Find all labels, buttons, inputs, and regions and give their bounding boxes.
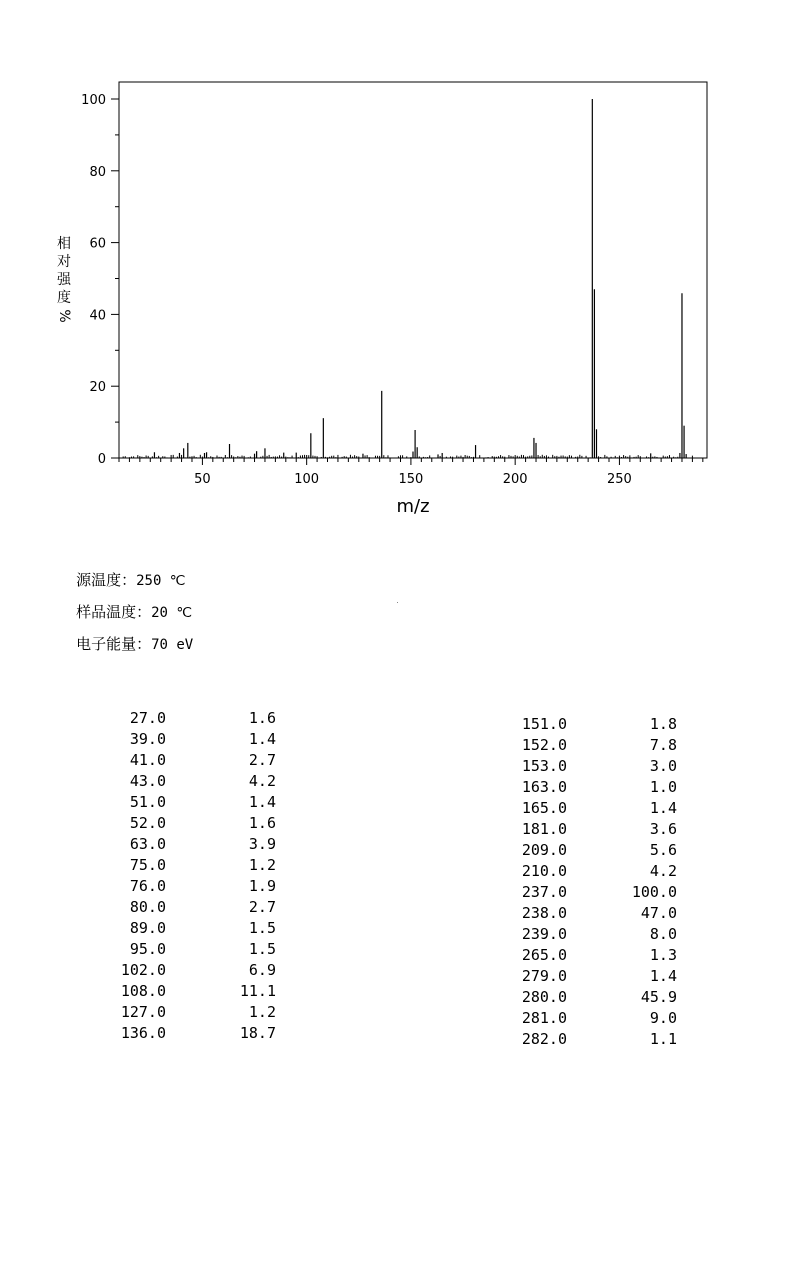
- abundance-value: 2.7: [248, 898, 276, 916]
- peak-table-row: [86, 1003, 286, 1024]
- mz-value: 165.0: [521, 799, 567, 817]
- abundance-value: 5.6: [649, 841, 677, 859]
- abundance-value: 1.4: [649, 799, 677, 817]
- mz-value: 279.0: [521, 967, 567, 985]
- mz-value: 239.0: [521, 925, 567, 943]
- stray-dot: [397, 602, 398, 603]
- abundance-value: 47.0: [640, 904, 677, 922]
- abundance-value: 1.3: [649, 946, 677, 964]
- peak-table-row: [86, 877, 286, 898]
- peak-table-row: [487, 757, 687, 778]
- condition-value: 20 ℃: [151, 605, 193, 621]
- y-label-char: 对: [57, 254, 71, 270]
- abundance-value: 1.4: [248, 793, 276, 811]
- mz-value: 136.0: [120, 1024, 166, 1042]
- abundance-value: 100.0: [631, 883, 677, 901]
- peak-table-row: [487, 841, 687, 862]
- mz-value: 95.0: [129, 940, 166, 958]
- peak-table-row: [487, 988, 687, 1009]
- abundance-value: 1.9: [248, 877, 276, 895]
- peak-table-row: [86, 751, 286, 772]
- abundance-value: 18.7: [239, 1024, 276, 1042]
- mz-value: 209.0: [521, 841, 567, 859]
- mz-value: 265.0: [521, 946, 567, 964]
- mz-value: 27.0: [129, 709, 166, 727]
- peak-table-row: [487, 967, 687, 988]
- condition-value: 250 ℃: [136, 573, 186, 589]
- abundance-value: 11.1: [239, 982, 276, 1000]
- y-tick-label: 0: [97, 452, 106, 467]
- peak-table-row: [487, 799, 687, 820]
- mz-value: 238.0: [521, 904, 567, 922]
- abundance-value: 1.8: [649, 715, 677, 733]
- abundance-value: 1.4: [649, 967, 677, 985]
- mz-value: 163.0: [521, 778, 567, 796]
- peak-table-row: [86, 814, 286, 835]
- abundance-value: 1.2: [248, 856, 276, 874]
- mz-value: 63.0: [129, 835, 166, 853]
- plot-frame: [119, 82, 707, 458]
- peak-table-row: [487, 946, 687, 967]
- mz-value: 151.0: [521, 715, 567, 733]
- y-tick-label: 20: [89, 380, 106, 396]
- abundance-value: 4.2: [649, 862, 677, 880]
- mz-value: 282.0: [521, 1030, 567, 1048]
- mz-value: 52.0: [129, 814, 166, 832]
- x-tick-label: 100: [294, 472, 320, 487]
- mz-value: 181.0: [521, 820, 567, 838]
- mz-value: 210.0: [521, 862, 567, 880]
- abundance-value: 1.2: [248, 1003, 276, 1021]
- x-tick-label: 50: [194, 472, 211, 487]
- peak-bars: [154, 99, 686, 458]
- y-axis-label: [56, 235, 72, 323]
- x-tick-label: 150: [398, 472, 424, 487]
- peak-table-row: [86, 856, 286, 877]
- mz-value: 51.0: [129, 793, 166, 811]
- mz-value: 152.0: [521, 736, 567, 754]
- condition-label: 源温度：: [76, 571, 137, 589]
- peak-table-row: [487, 820, 687, 841]
- peak-table-right: [487, 715, 687, 1051]
- abundance-value: 6.9: [248, 961, 276, 979]
- abundance-value: 1.6: [248, 814, 276, 832]
- mz-value: 102.0: [120, 961, 166, 979]
- y-tick-label: 80: [89, 164, 106, 180]
- abundance-value: 1.6: [248, 709, 276, 727]
- peak-table-row: [487, 862, 687, 883]
- abundance-value: 7.8: [649, 736, 677, 754]
- abundance-value: 9.0: [649, 1009, 677, 1027]
- y-tick-label: 100: [81, 93, 106, 108]
- peak-table-row: [487, 715, 687, 736]
- abundance-value: 1.4: [248, 730, 276, 748]
- peak-table-row: [487, 778, 687, 799]
- x-axis: [119, 458, 703, 487]
- x-axis-label: m/z: [396, 496, 430, 517]
- condition-value: 70 eV: [151, 637, 194, 653]
- peak-table-row: [86, 982, 286, 1003]
- abundance-value: 1.0: [649, 778, 677, 796]
- y-label-char: 度: [57, 290, 71, 306]
- peak-table-row: [86, 1024, 286, 1045]
- mz-value: 43.0: [129, 772, 166, 790]
- y-tick-label: 40: [89, 308, 106, 324]
- mz-value: 89.0: [129, 919, 166, 937]
- abundance-value: 45.9: [640, 988, 677, 1006]
- y-label-char: 相: [57, 236, 71, 252]
- peak-table-row: [487, 1030, 687, 1051]
- peak-table-row: [86, 961, 286, 982]
- x-tick-label: 200: [502, 472, 528, 487]
- peak-table-row: [487, 736, 687, 757]
- mz-value: 80.0: [129, 898, 166, 916]
- peak-table-row: [86, 898, 286, 919]
- peak-table-row: [487, 1009, 687, 1030]
- x-tick-label: 250: [607, 472, 632, 487]
- peak-table-row: [86, 940, 286, 961]
- abundance-value: 1.1: [649, 1030, 677, 1048]
- abundance-value: 3.6: [649, 820, 677, 838]
- peak-table-row: [86, 919, 286, 940]
- mz-value: 39.0: [129, 730, 166, 748]
- peak-table-row: [86, 835, 286, 856]
- y-axis: [81, 93, 119, 467]
- mass-spectrum-chart: [0, 0, 794, 530]
- peak-table-row: [86, 730, 286, 751]
- peak-table-left: [86, 709, 286, 1045]
- mz-value: 127.0: [120, 1003, 166, 1021]
- peak-table-row: [487, 904, 687, 925]
- peak-table-row: [86, 793, 286, 814]
- mz-value: 76.0: [129, 877, 166, 895]
- y-label-char: %: [56, 309, 72, 323]
- abundance-value: 1.5: [248, 940, 276, 958]
- y-label-char: 强: [57, 272, 71, 288]
- mz-value: 108.0: [120, 982, 166, 1000]
- abundance-value: 2.7: [248, 751, 276, 769]
- mz-value: 280.0: [521, 988, 567, 1006]
- peak-table-row: [86, 772, 286, 793]
- peak-table-row: [487, 925, 687, 946]
- condition-label: 电子能量：: [76, 635, 152, 653]
- mz-value: 41.0: [129, 751, 166, 769]
- y-tick-label: 60: [89, 236, 106, 252]
- mz-value: 153.0: [521, 757, 567, 775]
- mz-value: 281.0: [521, 1009, 567, 1027]
- abundance-value: 4.2: [248, 772, 276, 790]
- abundance-value: 8.0: [649, 925, 677, 943]
- peak-table-row: [487, 883, 687, 904]
- abundance-value: 3.9: [248, 835, 276, 853]
- mz-value: 237.0: [521, 883, 567, 901]
- abundance-value: 1.5: [248, 919, 276, 937]
- mz-value: 75.0: [129, 856, 166, 874]
- abundance-value: 3.0: [649, 757, 677, 775]
- condition-label: 样品温度：: [76, 603, 152, 621]
- peak-table-row: [86, 709, 286, 730]
- electron-energy: [57, 615, 193, 672]
